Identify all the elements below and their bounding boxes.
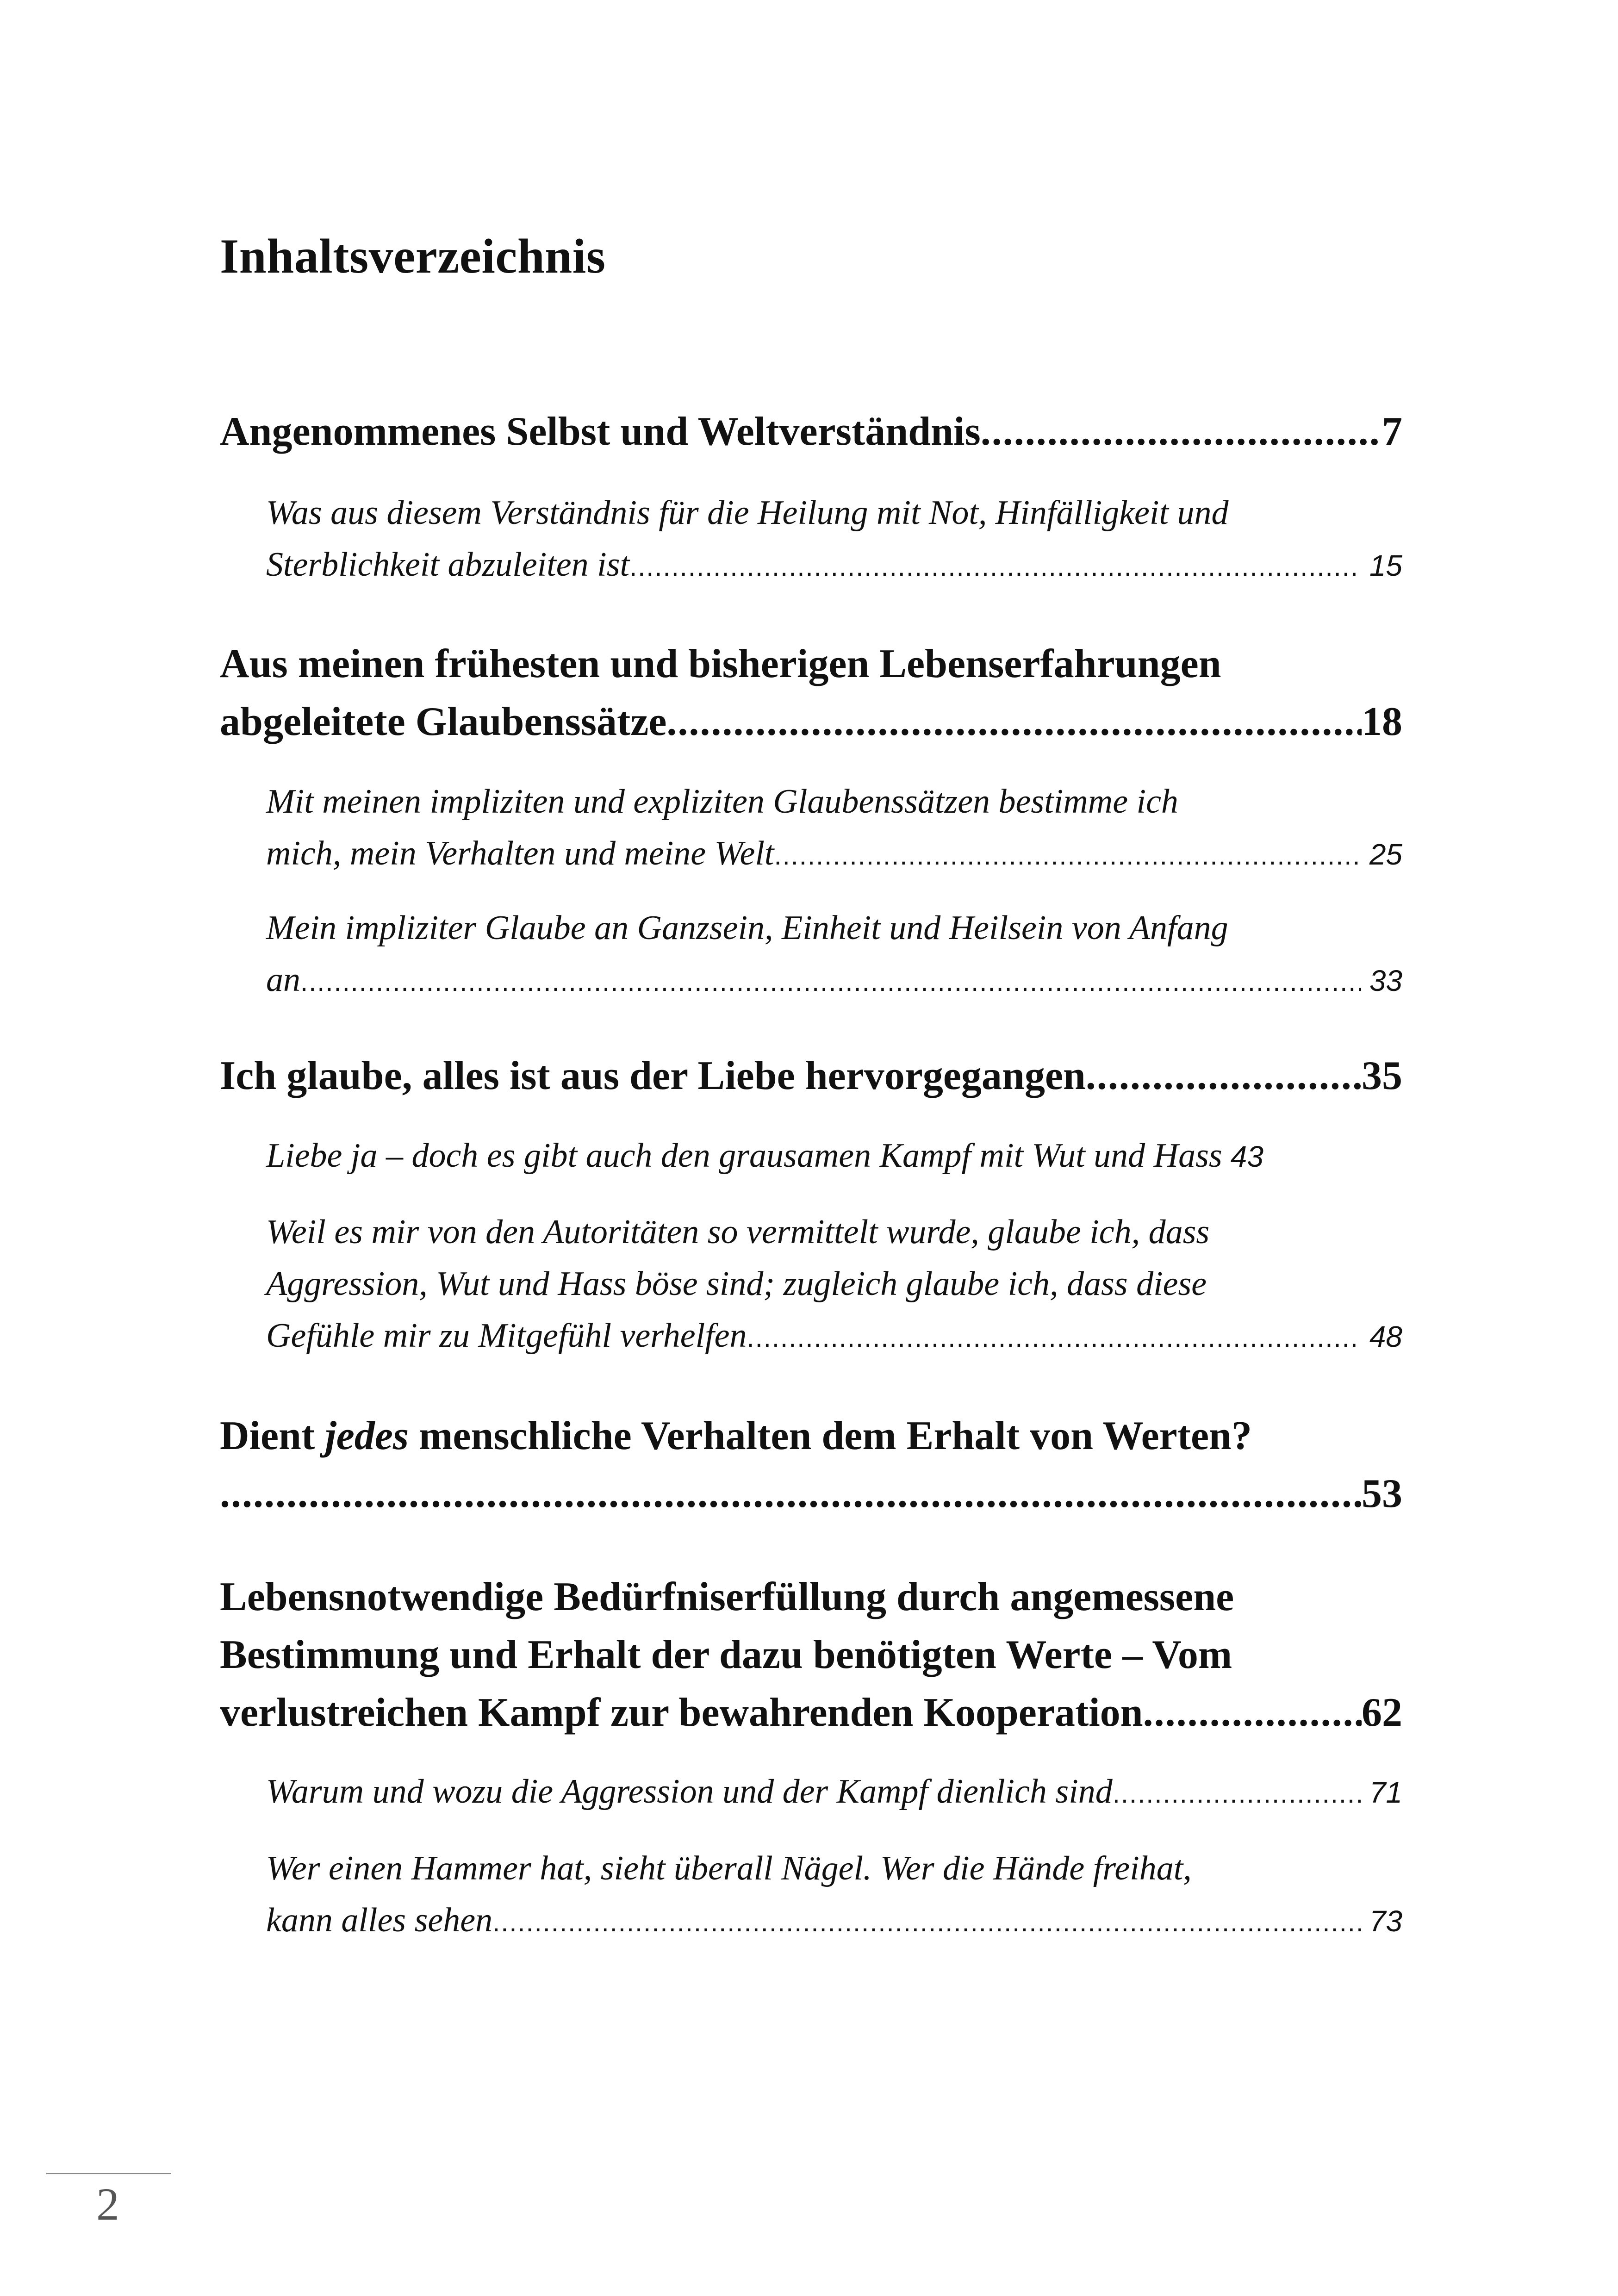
- page-title: Inhaltsverzeichnis: [220, 229, 606, 283]
- leader-dots: [981, 403, 1382, 460]
- toc-entry-line: Weil es mir von den Autoritäten so vermittelt wurde, glaube ich, dass: [266, 1213, 1210, 1251]
- toc-page-number: 71: [1369, 1776, 1402, 1809]
- toc-entry-title: Angenommenes Selbst und Weltverständnis: [220, 409, 981, 454]
- toc-page-number: 53: [1362, 1471, 1402, 1516]
- toc-page-number: 48: [1369, 1320, 1402, 1353]
- toc-page-number: 15: [1369, 549, 1402, 582]
- toc-subentry[interactable]: [266, 487, 1402, 591]
- leader-dots: [1143, 1684, 1362, 1742]
- footer-rule: [46, 2173, 171, 2174]
- toc-entry-line: abgeleitete Glaubenssätze: [220, 699, 667, 744]
- toc-page-number: 25: [1369, 838, 1402, 871]
- leader-dots: [774, 830, 1361, 882]
- leader-dots: [300, 956, 1361, 1008]
- toc-subentry[interactable]: [266, 1206, 1402, 1362]
- toc-chapter-entry[interactable]: [220, 1047, 1402, 1105]
- toc-entry-line: an: [266, 961, 300, 999]
- toc-entry-line: Sterblichkeit abzuleiten ist: [266, 546, 630, 584]
- toc-entry-text: Dient: [220, 1413, 325, 1458]
- toc-entry-line: Lebensnotwendige Bedürfniserfüllung durch angemessene: [220, 1574, 1234, 1619]
- toc-entry-line: Aggression, Wut und Hass böse sind; zugleich glaube ich, dass diese: [266, 1265, 1207, 1303]
- toc-entry-line: verlustreichen Kampf zur bewahrenden Kooperation: [220, 1690, 1143, 1735]
- toc-subentry[interactable]: [266, 776, 1402, 879]
- toc-chapter-entry[interactable]: [220, 1568, 1402, 1742]
- toc-page-number: 62: [1362, 1690, 1402, 1735]
- emphasized-word: jedes: [325, 1413, 409, 1458]
- toc-entry-line: Was aus diesem Verständnis für die Heilung mit Not, Hinfälligkeit und: [266, 494, 1229, 532]
- toc-subentry[interactable]: [266, 1130, 1402, 1182]
- toc-entry-line: Bestimmung und Erhalt der dazu benötigten Werte – Vom: [220, 1632, 1232, 1677]
- leader-dots: [492, 1897, 1361, 1948]
- toc-page-number: 43: [1230, 1140, 1263, 1173]
- toc-entry-line: [220, 1407, 1402, 1465]
- toc-chapter-entry[interactable]: [220, 1407, 1402, 1523]
- toc-page-number: 18: [1362, 699, 1402, 744]
- toc-entry-text: menschliche Verhalten dem Erhalt von Werten?: [409, 1413, 1252, 1458]
- toc-entry-line: Gefühle mir zu Mitgefühl verhelfen: [266, 1317, 747, 1355]
- page-number: 2: [96, 2178, 119, 2230]
- toc-page-number: 73: [1369, 1904, 1402, 1938]
- toc-subentry[interactable]: [266, 1766, 1402, 1817]
- toc-subentry[interactable]: [266, 1842, 1402, 1946]
- toc-page-number: 33: [1369, 964, 1402, 997]
- toc-entry-line: kann alles sehen: [266, 1901, 493, 1939]
- leader-dots: [629, 541, 1361, 593]
- leader-dots: [666, 693, 1362, 751]
- toc-entry-line: Mein impliziter Glaube an Ganzsein, Einheit und Heilsein von Anfang: [266, 909, 1228, 947]
- leader-dots: [1086, 1047, 1362, 1105]
- toc-page-number: 7: [1382, 409, 1402, 454]
- toc-entry-line: Wer einen Hammer hat, sieht überall Nägel. Wer die Hände freihat,: [266, 1849, 1192, 1887]
- toc-chapter-entry[interactable]: [220, 635, 1402, 751]
- toc-entry-line: Liebe ja – doch es gibt auch den grausamen Kampf mit Wut und Hass: [266, 1137, 1222, 1175]
- leader-dots: [747, 1312, 1361, 1364]
- toc-entry-line: mich, mein Verhalten und meine Welt: [266, 834, 774, 872]
- toc-entry-line: Warum und wozu die Aggression und der Kampf dienlich sind: [266, 1773, 1113, 1811]
- leader-dots: [1113, 1768, 1361, 1820]
- toc-page-number: 35: [1362, 1053, 1402, 1098]
- toc-entry-line: Mit meinen impliziten und expliziten Glaubenssätzen bestimme ich: [266, 783, 1178, 821]
- toc-entry-title: Ich glaube, alles ist aus der Liebe hervorgegangen: [220, 1053, 1086, 1098]
- toc-subentry[interactable]: [266, 902, 1402, 1006]
- toc-entry-line: Aus meinen frühesten und bisherigen Lebenserfahrungen: [220, 641, 1221, 686]
- leader-dots: [220, 1465, 1362, 1523]
- toc-chapter-entry[interactable]: [220, 403, 1402, 460]
